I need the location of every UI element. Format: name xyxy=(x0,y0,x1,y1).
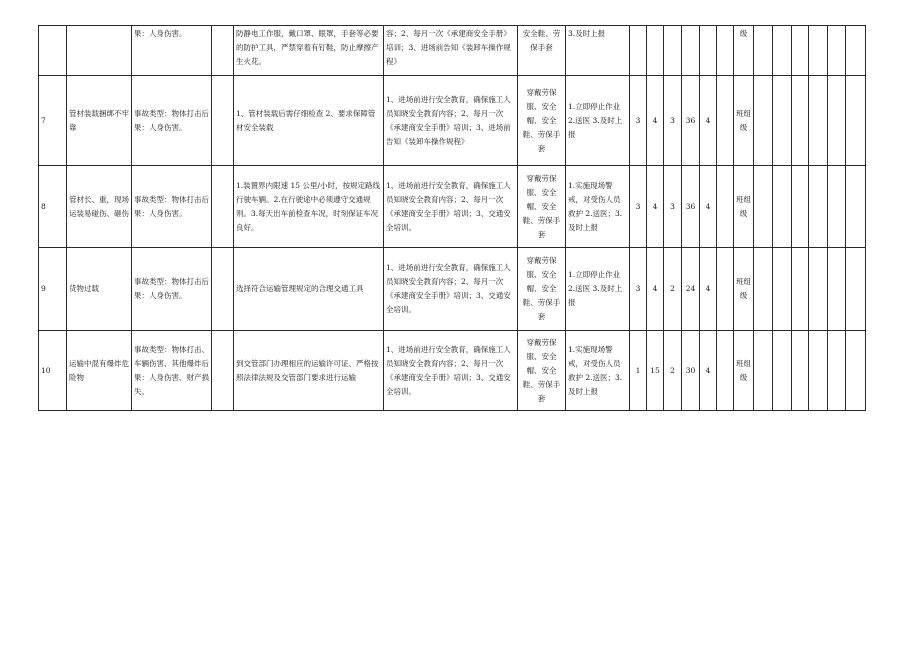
training-measures-cell: 1、进场前进行安全教育，确保施工人员知晓安全教育内容；2、每月一次《承建商安全手册》培训；3、交通安全培训。 xyxy=(384,166,518,248)
row-number: 7 xyxy=(39,76,67,166)
extra-cell xyxy=(809,248,828,331)
extra-cell xyxy=(754,248,773,331)
row-number xyxy=(39,26,67,76)
likelihood-cell: 3 xyxy=(630,248,647,331)
control-level-cell: 级 xyxy=(734,26,754,76)
hazard-cell: 管材长、重，现场运装易碰伤、砸伤 xyxy=(67,166,132,248)
blank-cell xyxy=(717,248,734,331)
risk-grade-cell: 4 xyxy=(700,166,717,248)
engineering-measures-cell: 防静电工作服，戴口罩、眼罩，手套等必要的防护工具，严禁穿着有钉鞋，防止摩擦产生火花。 xyxy=(234,26,384,76)
training-measures-cell: 容；2、每月一次《承建商安全手册》培训；3、进场前告知《装卸车操作规程》 xyxy=(384,26,518,76)
training-measures-cell: 1、进场前进行安全教育，确保施工人员知晓安全教育内容；2、每月一次《承建商安全手册》培训；3、交通安全培训。 xyxy=(384,248,518,331)
extra-cell xyxy=(809,26,828,76)
hazard-cell xyxy=(67,26,132,76)
table-row xyxy=(39,166,866,248)
consequence-cell: 事故类型：物体打击后果：人身伤害。 xyxy=(132,76,212,166)
exposure-cell: 4 xyxy=(647,76,664,166)
extra-cell xyxy=(828,166,846,248)
extra-cell xyxy=(846,248,866,331)
spacer-cell xyxy=(212,331,234,411)
risk-score-cell: 36 xyxy=(682,76,700,166)
extra-cell xyxy=(792,248,809,331)
blank-cell xyxy=(717,26,734,76)
risk-grade-cell: 4 xyxy=(700,76,717,166)
ppe-cell: 穿戴劳保服、安全帽、安全鞋、劳保手套 xyxy=(518,166,566,248)
severity-cell: 2 xyxy=(664,248,682,331)
risk-score-cell: 30 xyxy=(682,331,700,411)
engineering-measures-cell: 1、管材装载后需仔细检查 2、要求保障管材安全装载 xyxy=(234,76,384,166)
extra-cell xyxy=(809,331,828,411)
extra-cell xyxy=(828,331,846,411)
training-measures-cell: 1、进场前进行安全教育，确保施工人员知晓安全教育内容；2、每月一次《承建商安全手册》培训；3、交通安全培训。 xyxy=(384,331,518,411)
extra-cell xyxy=(754,26,773,76)
exposure-cell: 4 xyxy=(647,248,664,331)
extra-cell xyxy=(773,331,792,411)
spacer-cell xyxy=(212,166,234,248)
risk-score-cell xyxy=(682,26,700,76)
hazard-cell: 货物过载 xyxy=(67,248,132,331)
extra-cell xyxy=(773,166,792,248)
extra-cell xyxy=(846,26,866,76)
risk-grade-cell: 4 xyxy=(700,248,717,331)
exposure-cell xyxy=(647,26,664,76)
control-level-cell: 班组级 xyxy=(734,331,754,411)
risk-grade-cell xyxy=(700,26,717,76)
extra-cell xyxy=(828,76,846,166)
engineering-measures-cell: 1.装置界内限速 15 公里/小时，按规定路线行驶车辆。2.在行驶途中必须遵守交通规则。3.每天出车前检查车况，时刻保证车况良好。 xyxy=(234,166,384,248)
likelihood-cell: 3 xyxy=(630,76,647,166)
emergency-cell: 1.立即停止作业 2.送医 3.及时上报 xyxy=(566,248,630,331)
spacer-cell xyxy=(212,76,234,166)
severity-cell: 3 xyxy=(664,76,682,166)
hazard-cell: 管材装载捆绑不牢靠 xyxy=(67,76,132,166)
ppe-cell: 穿戴劳保服、安全帽、安全鞋、劳保手套 xyxy=(518,331,566,411)
ppe-cell: 穿戴劳保服、安全帽、安全鞋、劳保手套 xyxy=(518,248,566,331)
risk-assessment-table xyxy=(38,25,866,411)
table-row xyxy=(39,26,866,76)
extra-cell xyxy=(754,166,773,248)
extra-cell xyxy=(809,166,828,248)
extra-cell xyxy=(792,166,809,248)
risk-score-cell: 24 xyxy=(682,248,700,331)
table-row xyxy=(39,331,866,411)
spacer-cell xyxy=(212,26,234,76)
spacer-cell xyxy=(212,248,234,331)
severity-cell: 2 xyxy=(664,331,682,411)
likelihood-cell: 3 xyxy=(630,166,647,248)
extra-cell xyxy=(773,248,792,331)
ppe-cell: 穿戴劳保服、安全帽、安全鞋、劳保手套 xyxy=(518,76,566,166)
engineering-measures-cell: 到交管部门办理相应的运输许可证、严格按照法律法规及交管部门要求进行运输 xyxy=(234,331,384,411)
emergency-cell: 1.实施现场警戒，对受伤人员救护 2.送医；3.及时上报 xyxy=(566,166,630,248)
extra-cell xyxy=(809,76,828,166)
extra-cell xyxy=(846,166,866,248)
control-level-cell: 班组级 xyxy=(734,166,754,248)
control-level-cell: 班组级 xyxy=(734,76,754,166)
engineering-measures-cell: 选择符合运输管理规定的合理交通工具 xyxy=(234,248,384,331)
risk-score-cell: 36 xyxy=(682,166,700,248)
risk-grade-cell: 4 xyxy=(700,331,717,411)
table-row xyxy=(39,76,866,166)
likelihood-cell: 1 xyxy=(630,331,647,411)
likelihood-cell xyxy=(630,26,647,76)
extra-cell xyxy=(846,76,866,166)
consequence-cell: 事故类型：物体打击、车辆伤害、其他爆炸后果：人身伤害、财产损失。 xyxy=(132,331,212,411)
extra-cell xyxy=(754,331,773,411)
extra-cell xyxy=(773,26,792,76)
blank-cell xyxy=(717,166,734,248)
extra-cell xyxy=(792,76,809,166)
table-row xyxy=(39,248,866,331)
extra-cell xyxy=(846,331,866,411)
blank-cell xyxy=(717,331,734,411)
extra-cell xyxy=(828,26,846,76)
ppe-cell: 安全鞋、劳保手套 xyxy=(518,26,566,76)
control-level-cell: 班组级 xyxy=(734,248,754,331)
exposure-cell: 4 xyxy=(647,166,664,248)
row-number: 8 xyxy=(39,166,67,248)
consequence-cell: 事故类型：物体打击后果：人身伤害。 xyxy=(132,166,212,248)
row-number: 10 xyxy=(39,331,67,411)
extra-cell xyxy=(754,76,773,166)
consequence-cell: 果：人身伤害。 xyxy=(132,26,212,76)
emergency-cell: 1.实施现场警戒，对受伤人员救护 2.送医；3.及时上报 xyxy=(566,331,630,411)
extra-cell xyxy=(773,76,792,166)
emergency-cell: 3.及时上报 xyxy=(566,26,630,76)
consequence-cell: 事故类型：物体打击后果：人身伤害。 xyxy=(132,248,212,331)
severity-cell: 3 xyxy=(664,166,682,248)
extra-cell xyxy=(792,331,809,411)
hazard-cell: 运输中混有爆炸危险物 xyxy=(67,331,132,411)
extra-cell xyxy=(828,248,846,331)
row-number: 9 xyxy=(39,248,67,331)
blank-cell xyxy=(717,76,734,166)
extra-cell xyxy=(792,26,809,76)
exposure-cell: 15 xyxy=(647,331,664,411)
emergency-cell: 1.立即停止作业 2.送医 3.及时上报 xyxy=(566,76,630,166)
severity-cell xyxy=(664,26,682,76)
training-measures-cell: 1、进场前进行安全教育，确保施工人员知晓安全教育内容；2、每月一次《承建商安全手册》培训；3、进场前告知《装卸车操作规程》 xyxy=(384,76,518,166)
